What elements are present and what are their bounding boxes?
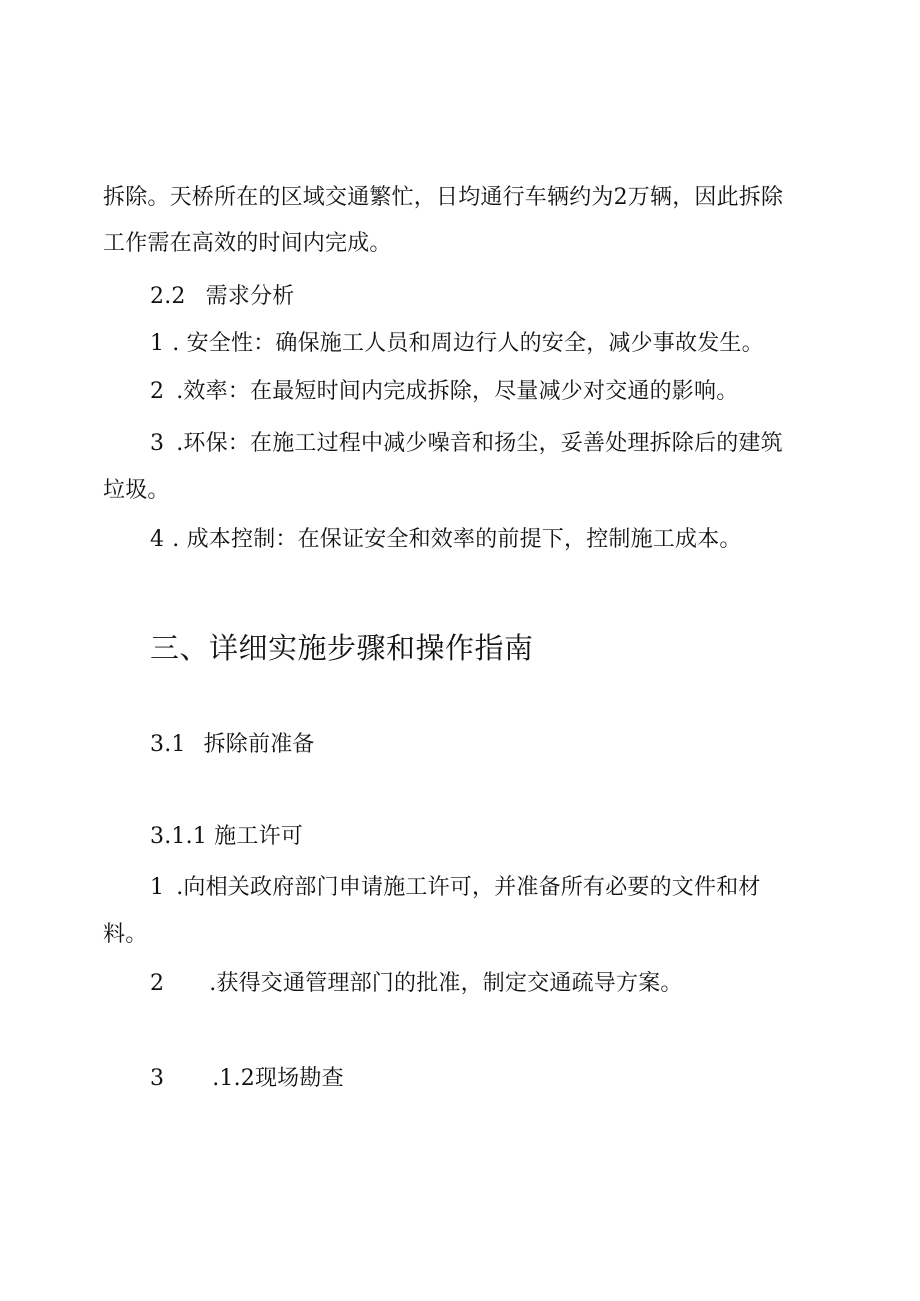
requirement-item-4: [150, 525, 742, 555]
item-text: . 安全性：确保施工人员和周边行人的安全，减少事故发生。: [172, 331, 764, 356]
item-number: 3: [150, 1066, 165, 1091]
intro-paragraph-line-1: 拆除。天桥所在的区域交通繁忙，日均通行车辆约为2万辆，因此拆除: [103, 185, 784, 210]
item-text: .获得交通管理部门的批准，制定交通疏导方案。: [209, 971, 683, 996]
section-3-1-heading: [150, 730, 315, 760]
permit-item-1-continued: 料。: [103, 922, 148, 947]
requirement-item-3: [150, 429, 783, 459]
intro-paragraph-line-2: 工作需在高效的时间内完成。: [103, 231, 392, 256]
section-2-2-heading: [150, 282, 294, 312]
item-number: 2: [150, 379, 165, 404]
item-text: .1.2现场勘查: [212, 1066, 344, 1091]
section-number: 2.2: [150, 284, 186, 309]
permit-item-2: [150, 969, 683, 999]
requirement-item-2: [150, 377, 738, 407]
requirement-item-1: [150, 329, 764, 359]
requirement-item-3-continued: 垃圾。: [103, 478, 170, 503]
item-number: 1: [150, 875, 165, 900]
item-number: 4: [150, 527, 165, 552]
permit-item-1: [150, 873, 761, 903]
subsection-3-1-2-heading: [150, 1064, 344, 1094]
item-number: 3: [150, 431, 165, 456]
item-text: .效率：在最短时间内完成拆除，尽量减少对交通的影响。: [176, 379, 739, 404]
item-text: .环保：在施工过程中减少噪音和扬尘，妥善处理拆除后的建筑: [176, 431, 783, 456]
item-text: .向相关政府部门申请施工许可，并准备所有必要的文件和材: [176, 875, 761, 900]
chapter-3-heading: 三、详细实施步骤和操作指南: [150, 631, 534, 665]
section-number: 3.1: [150, 732, 186, 757]
section-title: 需求分析: [205, 284, 295, 309]
item-text: . 成本控制：在保证安全和效率的前提下，控制施工成本。: [172, 527, 742, 552]
section-title: 拆除前准备: [203, 732, 315, 757]
item-number: 2: [150, 971, 165, 996]
item-number: 1: [150, 331, 165, 356]
subsection-3-1-1-heading: 3.1.1 施工许可: [150, 824, 303, 849]
